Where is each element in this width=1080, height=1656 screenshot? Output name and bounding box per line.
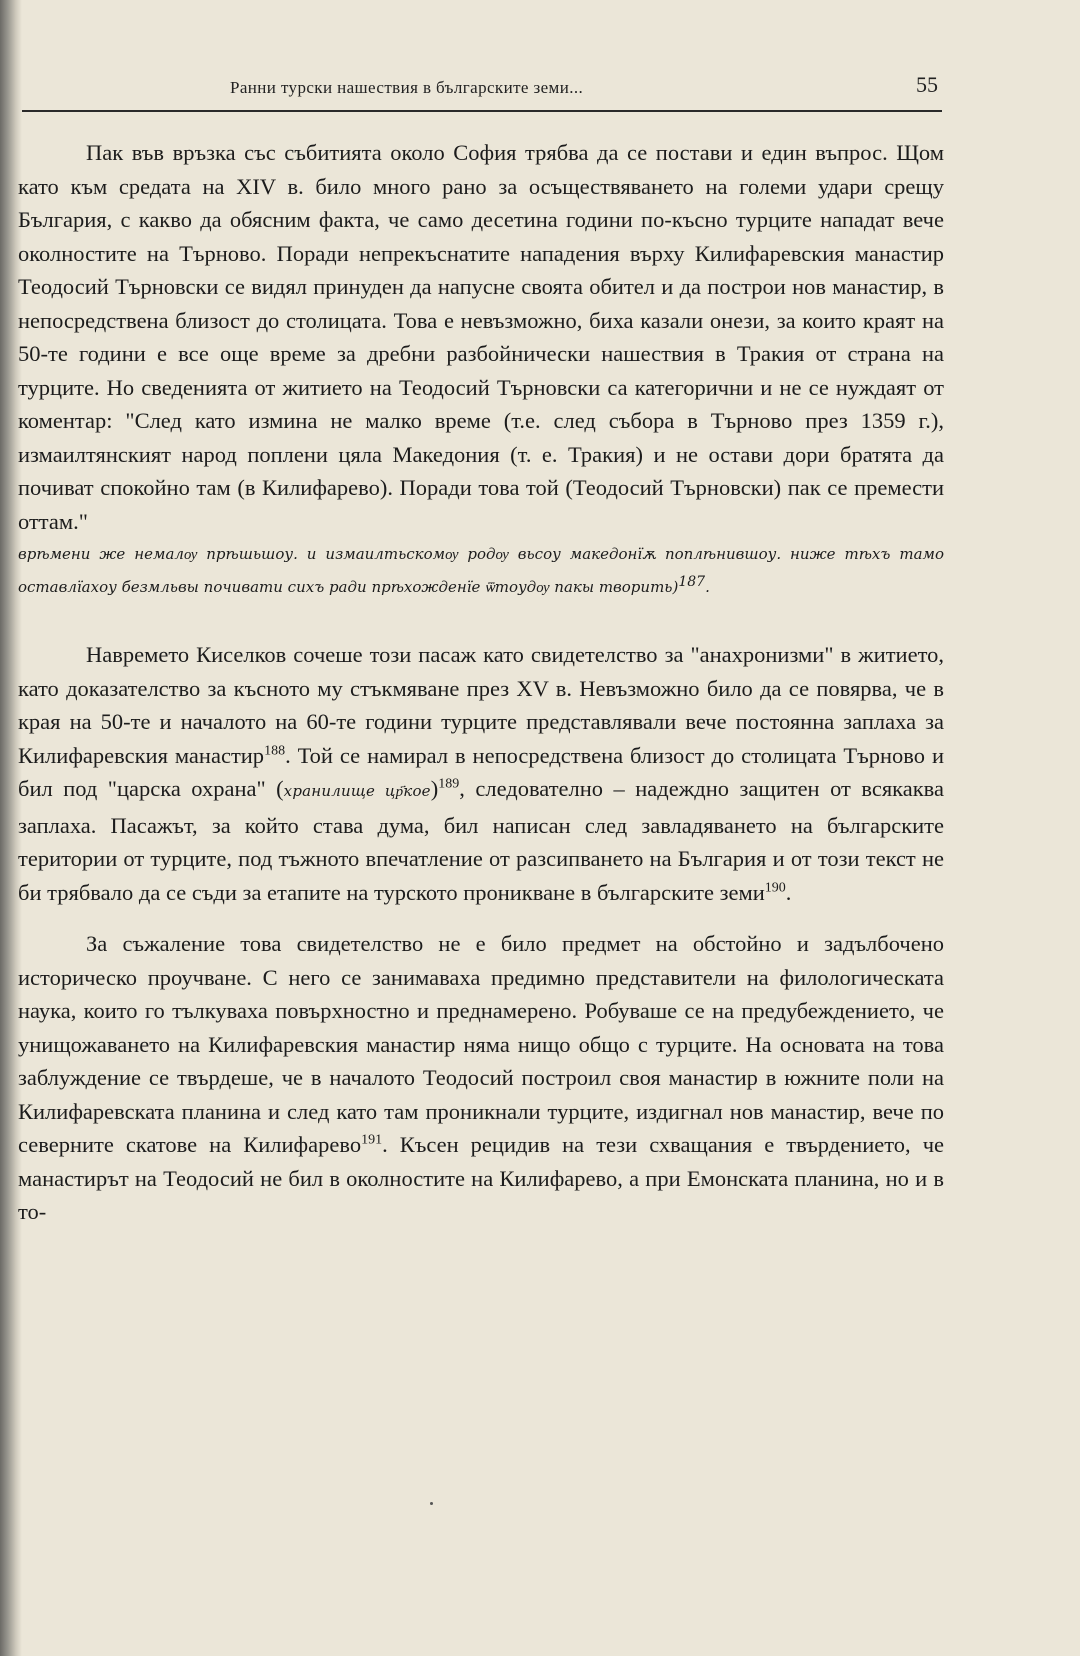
paragraph-2-part-5: . <box>785 879 792 905</box>
paragraph-2-part-2: . Той се намирал в непосредствена близост до столицата Търново и бил под "царска охрана" ( <box>18 742 944 801</box>
footnote-ref-189: 189 <box>438 776 460 792</box>
footnote-ref-191: 191 <box>361 1132 383 1148</box>
footnote-ref-187: 187 <box>678 574 706 590</box>
footnote-ref-188: 188 <box>264 743 286 758</box>
print-speck <box>430 1502 433 1505</box>
paragraph-3-part-1: За съжаление това свидетелство не е било предмет на обстойно и задълбочено историческо проучване. С него се занимаваха предимно представители на филологическата наука, които го тълкуваха повърхностно и преднамерено. Робуваше се на предубеждението, че унищожаването на Килифаревския манастир няма нищо общо с турците. На основата на това заблуждение се твърдеше, че в началото Теодосий построил своя манастир в южните поли на Килифаревската планина и след като там проникнали турците, издигнал нов манастир, вече по северните скатове на Килифарево <box>18 931 944 1157</box>
paragraph-2-part-1: Навремето Киселков сочеше този пасаж като свидетелство за "анахронизми" в житието, като доказателство за късното му стъкмяване през XV в. Невъзможно било да се повярва, че в края на 50-те и началото на 60-те години турците представлявали вече постоянна заплаха за Килифаревския манастир <box>18 642 944 768</box>
church-slavonic-quote-close: ) <box>672 578 679 596</box>
paragraph-1 <box>18 136 944 538</box>
paragraph-2-part-4: , следователно – надеждно защитен от всякаква заплаха. Пасажът, за който става дума, бил написан след завладяването на българските територии от турците, под тъжното впечатление от разсипването на България и от този текст не би трябвало да се съди за етапите на турското проникване в българските земи <box>18 776 944 905</box>
page-header <box>22 70 942 112</box>
paragraph-2-part-3: ) <box>430 776 439 801</box>
page-number: 55 <box>916 72 938 97</box>
body-text <box>18 136 944 1229</box>
church-slavonic-word: хранилище цр҃кое <box>283 782 431 800</box>
paragraph-2 <box>18 638 944 909</box>
church-slavonic-quote-end: . <box>705 578 710 596</box>
paragraph-3 <box>18 927 944 1229</box>
church-slavonic-quote-text: врѣмени же немалѹ прѣшьшоу. и измаилтьскомѹ родѹ вьсоу македонїѫ поплѣнившоу. ниже тѣхъ тамо оставлїахоу безмльвы почивати сихъ ради прѣхожденїе ѿтоудѹ пакы творить <box>18 545 944 596</box>
footnote-ref-190: 190 <box>764 880 786 895</box>
paragraph-3-part-2: . Късен рецидив на тези схващания е твърдението, че манастирът на Теодосий не бил в околностите на Килифарево, а при Емонската планина, но и в то- <box>18 1132 944 1224</box>
running-title: Ранни турски нашествия в българските земи... <box>230 78 584 97</box>
church-slavonic-quote <box>18 538 944 604</box>
paragraph-1-text: Пак във връзка със събитията около София трябва да се постави и един въпрос. Щом като към средата на XIV в. било много рано за осъществяването на големи удари срещу България, с какво да обясним факта, че само десетина години по-късно турците нападат вече околностите на Търново. Поради непрекъснатите нападения върху Килифаревския манастир Теодосий Търновски се видял принуден да напусне своята обител и да построи нов манастир, в непосредствена близост до столицата. Това е невъзможно, биха казали онези, за които краят на 50-те години е все още време за дребни разбойнически нашествия в Тракия от страна на турците. Но сведенията от житието на Теодосий Търновски са категорични и не се нуждаят от коментар: "След като измина не малко време (т.е. след събора в Търново през 1359 г.), измаилтянският народ поплени цяла Македония (т. е. Тракия) и не остави дори братята да почиват спокойно там (в Килифарево). Поради това той (Теодосий Търновски) пак се премести оттам." <box>18 140 944 534</box>
